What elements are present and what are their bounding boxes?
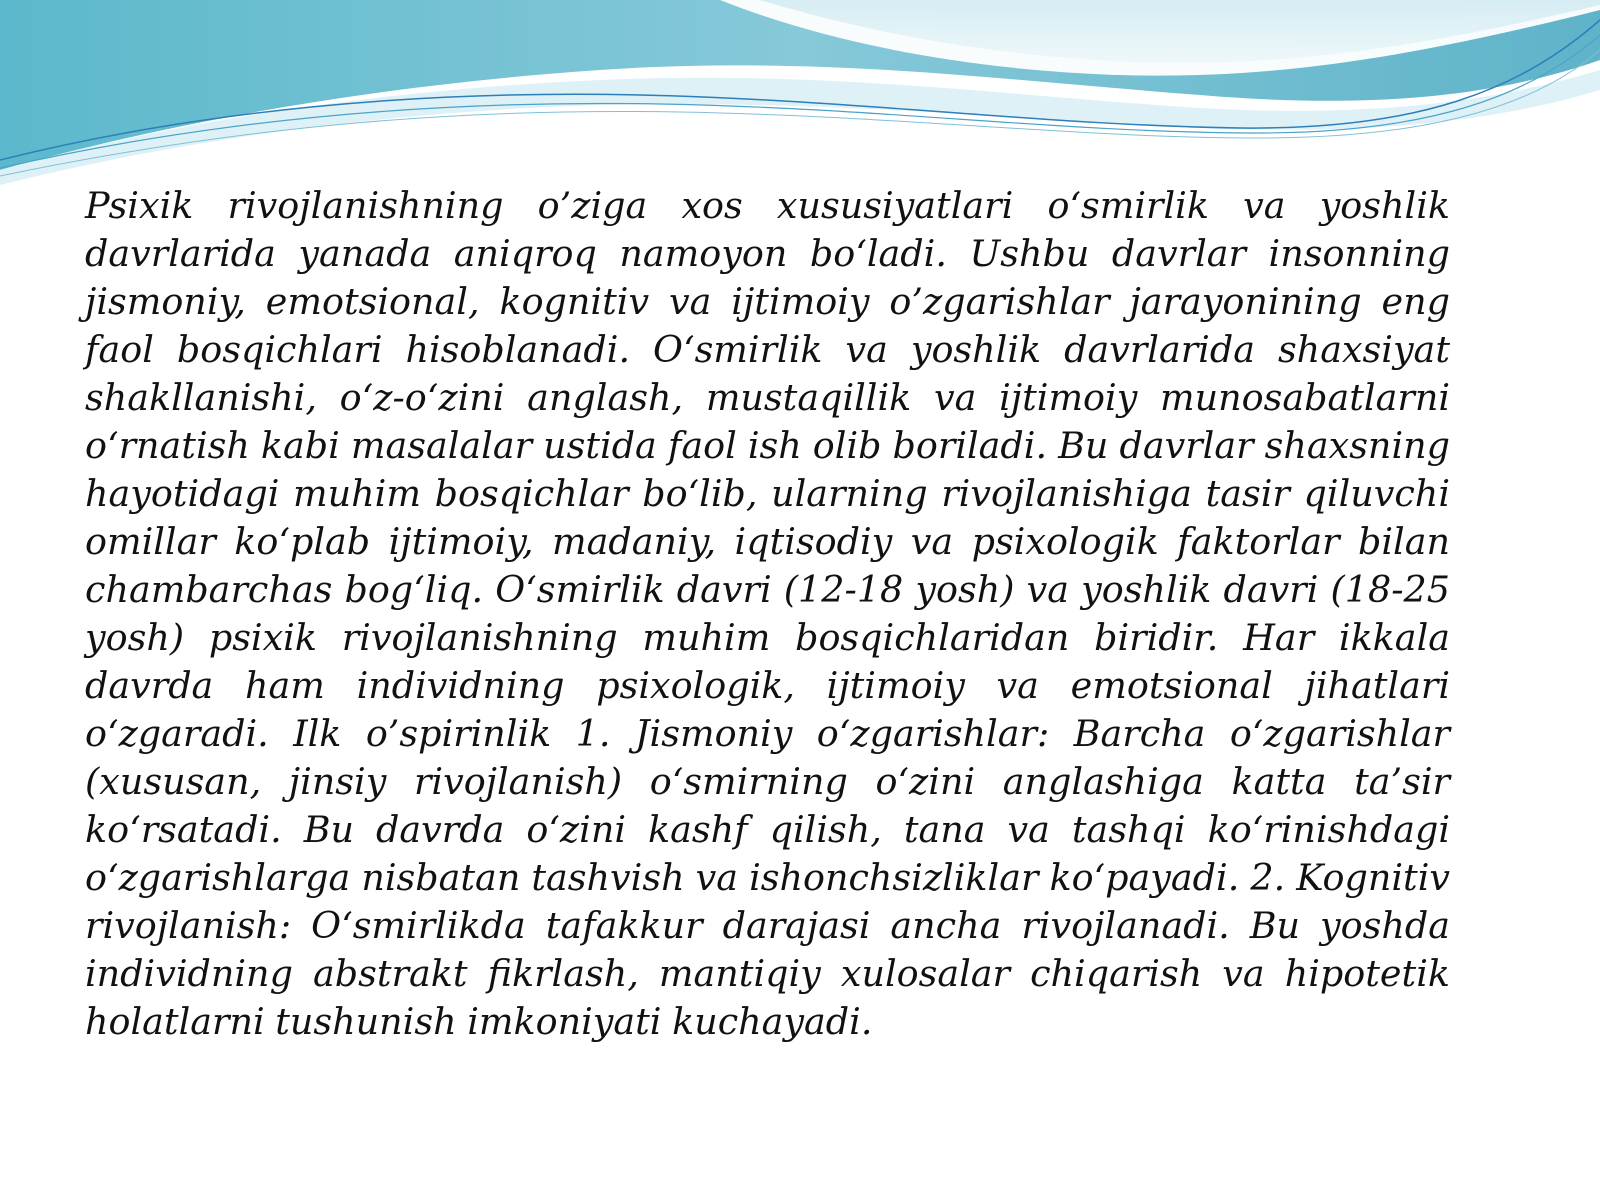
wave-header-decoration [0,0,1600,200]
slide-body-text: Psixik rivojlanishning o’ziga xos xususiyatlari o‘smirlik va yoshlik davrlarida yanada aniqroq namoyon bo‘ladi. Ushbu davrlar insonning jismoniy, emotsional, kognitiv va ijtimoiy o’zgarishlar jarayonining eng faol bosqichlari hisoblanadi. O‘smirlik va yoshlik davrlarida shaxsiyat shakllanishi, o‘z-o‘zini anglash, mustaqillik va ijtimoiy munosabatlarni o‘rnatish kabi masalalar ustida faol ish olib boriladi. Bu davrlar shaxsning hayotidagi muhim bosqichlar bo‘lib, ularning rivojlanishiga tasir qiluvchi omillar ko‘plab ijtimoiy, madaniy, iqtisodiy va psixologik faktorlar bilan chambarchas bog‘liq. O‘smirlik davri (12-18 yosh) va yoshlik davri (18-25 yosh) psixik rivojlanishning muhim bosqichlaridan biridir. Har ikkala davrda ham individning psixologik, ijtimoiy va emotsional jihatlari o‘zgaradi. Ilk o’spirinlik 1. Jismoniy o‘zgarishlar: Barcha o‘zgarishlar (xususan, jinsiy rivojlanish) o‘smirning o‘zini anglashiga katta ta’sir ko‘rsatadi. Bu davrda o‘zini kashf qilish, tana va tashqi ko‘rinishdagi o‘zgarishlarga nisbatan tashvish va ishonchsizliklar ko‘payadi. 2. Kognitiv rivojlanish: O‘smirlikda tafakkur darajasi ancha rivojlanadi. Bu yoshda individning abstrakt fikrlash, mantiqiy xulosalar chiqarish va hipotetik holatlarni tushunish imkoniyati kuchayadi. [85,184,1450,1043]
